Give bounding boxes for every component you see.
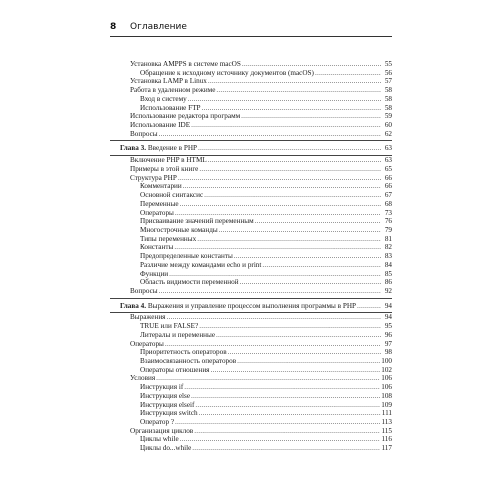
dot-leader: [197, 235, 381, 244]
toc-page-number: 113: [381, 418, 392, 427]
toc-entry[interactable]: [110, 174, 392, 183]
toc-entry[interactable]: [110, 322, 392, 331]
toc-entry[interactable]: [110, 357, 392, 366]
toc-entry-title: [140, 95, 187, 104]
toc-page-number: 85: [384, 269, 392, 278]
toc-entry-text: Операторы: [140, 208, 174, 217]
toc-entry[interactable]: [110, 444, 392, 453]
toc-entry-text: Инструкция elseif: [140, 400, 195, 409]
toc-entry-text: Условия: [130, 374, 156, 383]
toc-page-number: 55: [384, 60, 392, 68]
toc-entry-text: Инструкция if: [140, 383, 184, 392]
toc-page-number: 81: [384, 234, 392, 243]
toc-entry-title: [140, 444, 191, 453]
toc-page-number: 86: [384, 278, 392, 287]
dot-leader: [262, 261, 381, 270]
toc-page-number: 63: [384, 144, 392, 153]
toc-page-number: 76: [384, 217, 392, 226]
toc-entry-text: Присваивание значений переменным: [140, 217, 254, 226]
toc-page-number: 117: [381, 444, 392, 453]
toc-entry-text: Организация циклов: [130, 426, 194, 435]
toc-entry-text: Различие между командами echo и print: [140, 260, 262, 269]
toc-entry-text: Структура PHP: [130, 173, 177, 182]
dot-leader: [208, 77, 381, 86]
toc-entry[interactable]: [110, 86, 392, 95]
toc-page-number: 102: [381, 365, 392, 374]
dot-leader: [195, 401, 380, 410]
dot-leader: [174, 243, 381, 252]
toc-entry[interactable]: [110, 235, 392, 244]
toc-entry-title: [140, 357, 236, 366]
dot-leader: [240, 278, 381, 287]
dot-leader: [169, 270, 381, 279]
toc-entry-title: [140, 348, 227, 357]
dot-leader: [241, 112, 381, 121]
toc-page-number: 82: [384, 243, 392, 252]
toc-entry-title: [140, 209, 174, 218]
toc-page-number: 84: [384, 260, 392, 269]
toc-entry-text: Выражения и управление процессом выполнения программы в PHP: [147, 301, 357, 310]
dot-leader: [315, 69, 381, 78]
toc-page-number: 83: [384, 252, 392, 261]
chapter-label: Глава 4.: [120, 301, 147, 310]
toc-entry-title: [140, 392, 190, 401]
toc-entry-text: TRUE или FALSE?: [140, 322, 199, 331]
dot-leader: [234, 252, 381, 261]
toc-entry-text: Обращение к исходному источнику документов (macOS): [140, 68, 314, 77]
toc-entry-text: Использование IDE: [130, 121, 191, 130]
toc-entry-title: [130, 313, 165, 322]
toc-entry-text: Константы: [140, 243, 174, 252]
toc-entry-title: [140, 217, 254, 226]
toc-chapter-entry[interactable]: [110, 302, 392, 311]
toc-entry[interactable]: [110, 435, 392, 444]
toc-page-number: 79: [384, 225, 392, 234]
toc-entry-title: [140, 182, 182, 191]
toc-page-number: 66: [384, 182, 392, 191]
dot-leader: [357, 302, 381, 311]
toc-page-number: 100: [381, 357, 392, 365]
toc-entry-text: Основной синтаксис: [140, 191, 204, 200]
dot-leader: [204, 191, 381, 200]
toc-page-number: 106: [381, 374, 392, 383]
toc-entry-text: Введение в PHP: [147, 144, 198, 153]
toc-entry[interactable]: [110, 427, 392, 436]
toc-entry-text: Работа в удаленном режиме: [130, 86, 216, 95]
page-number: 8: [110, 22, 117, 32]
dot-leader: [183, 182, 381, 191]
toc-entry[interactable]: [110, 104, 392, 113]
toc-entry-title: [130, 174, 177, 183]
toc-page-number: 66: [384, 173, 392, 182]
dot-leader: [191, 121, 381, 130]
toc-page-number: 58: [384, 94, 392, 103]
toc-page-number: 68: [384, 199, 392, 208]
toc-entry-title: [140, 261, 261, 270]
toc-entry[interactable]: [110, 383, 392, 392]
toc-page-number: 96: [384, 330, 392, 339]
toc-page-number: 95: [384, 322, 392, 331]
chapter-label: Глава 3.: [120, 144, 147, 153]
toc-entry[interactable]: [110, 200, 392, 209]
toc-entry-text: Функции: [140, 269, 169, 278]
toc-entry-text: Типы переменных: [140, 234, 197, 243]
toc-entry-title: [140, 435, 179, 444]
toc-page-number: 106: [381, 383, 392, 392]
toc-entry-title: [140, 401, 194, 410]
dot-leader: [166, 313, 381, 322]
dot-leader: [216, 86, 381, 95]
toc-entry-text: Циклы while: [140, 435, 179, 444]
toc-entry-text: Многострочные команды: [140, 225, 218, 234]
toc-entry-title: [140, 331, 215, 340]
toc-entry-title: [130, 77, 207, 86]
toc-entry-text: Установка LAMP в Linux: [130, 77, 207, 86]
toc-entry-text: Операторы: [130, 339, 164, 348]
chapter-divider: [110, 140, 392, 141]
toc-entry[interactable]: [110, 313, 392, 322]
toc-entry-title: [140, 104, 201, 113]
toc-page-number: 98: [384, 348, 392, 357]
dot-leader: [237, 357, 380, 366]
toc-entry-title: [140, 69, 314, 78]
toc-entry[interactable]: [110, 60, 392, 69]
toc-entry[interactable]: [110, 226, 392, 235]
toc-entry[interactable]: [110, 209, 392, 218]
dot-leader: [216, 331, 381, 340]
toc-entry[interactable]: [110, 366, 392, 375]
toc-page-number: 65: [384, 164, 392, 173]
dot-leader: [156, 374, 380, 383]
toc-entry[interactable]: [110, 243, 392, 252]
toc-page-number: 56: [384, 68, 392, 77]
toc-page-number: 58: [384, 103, 392, 112]
dot-leader: [198, 144, 381, 153]
toc-entry[interactable]: [110, 401, 392, 410]
toc-entry-text: Циклы do...while: [140, 444, 192, 453]
toc-page-number: 67: [384, 191, 392, 200]
toc-entry-text: Выражения: [130, 313, 166, 322]
toc-entry-title: [120, 144, 197, 153]
toc-entry-text: Предопределенные константы: [140, 252, 233, 261]
toc-entry-title: [130, 60, 241, 69]
toc-entry-title: [140, 418, 174, 427]
toc-page-number: 57: [384, 77, 392, 86]
toc-entry-text: Операторы отношения: [140, 365, 210, 374]
dot-leader: [159, 130, 381, 139]
toc-entry-title: [130, 121, 190, 130]
dot-leader: [255, 217, 381, 226]
toc-entry-title: [140, 252, 233, 261]
toc-entry[interactable]: [110, 261, 392, 270]
toc-entry-title: [130, 427, 193, 436]
toc-entry[interactable]: [110, 340, 392, 349]
toc-page-number: 97: [384, 339, 392, 348]
toc-entry[interactable]: [110, 165, 392, 174]
toc-entry-text: Комментарии: [140, 182, 182, 191]
toc-entry-title: [140, 383, 183, 392]
toc-page-number: 63: [384, 156, 392, 165]
toc-entry-title: [140, 226, 218, 235]
toc-entry-title: [130, 165, 198, 174]
dot-leader: [199, 165, 381, 174]
toc-page-number: 60: [384, 121, 392, 130]
dot-leader: [192, 444, 380, 453]
dot-leader: [211, 366, 381, 375]
toc-entry-text: Литералы и переменные: [140, 330, 216, 339]
toc-entry-title: [120, 302, 356, 311]
toc-entry-title: [140, 235, 196, 244]
toc-entry-text: Вопросы: [130, 286, 158, 295]
toc-entry-text: Оператор ?: [140, 418, 175, 427]
dot-leader: [188, 95, 381, 104]
toc-entry-text: Взаимосвязанность операторов: [140, 357, 237, 365]
toc-entry-text: Инструкция switch: [140, 409, 198, 418]
toc-page-number: 58: [384, 86, 392, 95]
toc-entry-text: Область видимости переменной: [140, 278, 239, 287]
toc-page-number: 108: [381, 391, 392, 400]
toc-entry[interactable]: [110, 287, 392, 296]
toc-page-number: 94: [384, 313, 392, 322]
dot-leader: [175, 209, 381, 218]
toc-entry-text: Использование редактора программ: [130, 112, 241, 121]
toc-entry-text: Примеры в этой книге: [130, 164, 199, 173]
toc-entry-title: [140, 191, 203, 200]
toc-page-number: 109: [381, 400, 392, 409]
dot-leader: [199, 409, 381, 418]
toc-entry-title: [140, 243, 173, 252]
toc-entry[interactable]: [110, 156, 392, 165]
toc-entry-title: [130, 130, 158, 139]
dot-leader: [219, 226, 381, 235]
toc-entry[interactable]: [110, 252, 392, 261]
toc-entry-text: Инструкция else: [140, 391, 191, 400]
table-of-contents: [110, 60, 392, 453]
toc-entry-title: [130, 156, 207, 165]
dot-leader: [175, 418, 380, 427]
toc-entry[interactable]: [110, 348, 392, 357]
dot-leader: [159, 287, 381, 296]
toc-page-number: 62: [384, 129, 392, 138]
toc-page-number: 92: [384, 286, 392, 295]
toc-entry[interactable]: [110, 374, 392, 383]
toc-chapter-entry[interactable]: [110, 144, 392, 153]
toc-entry-title: [130, 374, 155, 383]
running-header: [110, 22, 392, 37]
toc-entry-text: Включение PHP в HTML: [130, 156, 207, 165]
toc-entry-text: Вопросы: [130, 129, 158, 138]
toc-entry[interactable]: [110, 121, 392, 130]
toc-page-number: 73: [384, 208, 392, 217]
toc-page-number: 111: [381, 409, 392, 418]
dot-leader: [202, 104, 381, 113]
toc-entry-title: [140, 409, 198, 418]
toc-entry[interactable]: [110, 270, 392, 279]
toc-entry-title: [130, 340, 164, 349]
toc-entry-title: [140, 366, 210, 375]
toc-page-number: 94: [384, 301, 392, 310]
toc-entry[interactable]: [110, 217, 392, 226]
dot-leader: [194, 427, 380, 436]
toc-entry-text: Приоритетность операторов: [140, 348, 227, 357]
toc-entry-text: Использование FTP: [140, 103, 201, 112]
toc-entry-text: Установка AMPPS в системе macOS: [130, 60, 241, 68]
dot-leader: [178, 174, 381, 183]
toc-entry-title: [130, 287, 158, 296]
toc-entry-text: Вход в систему: [140, 94, 187, 103]
toc-entry-text: Переменные: [140, 199, 179, 208]
toc-entry[interactable]: [110, 69, 392, 78]
toc-entry-title: [140, 200, 179, 209]
dot-leader: [228, 348, 381, 357]
running-title: Оглавление: [130, 22, 187, 32]
toc-entry-title: [130, 112, 240, 121]
toc-entry-title: [140, 278, 239, 287]
toc-page-number: 115: [381, 426, 392, 435]
dot-leader: [242, 60, 381, 69]
chapter-divider: [110, 298, 392, 299]
toc-page-number: 116: [381, 435, 392, 444]
dot-leader: [180, 435, 381, 444]
dot-leader: [208, 156, 381, 165]
dot-leader: [191, 392, 380, 401]
toc-entry-title: [140, 270, 168, 279]
toc-entry[interactable]: [110, 392, 392, 401]
toc-entry-title: [140, 322, 198, 331]
toc-entry[interactable]: [110, 191, 392, 200]
dot-leader: [180, 200, 381, 209]
dot-leader: [165, 340, 381, 349]
toc-entry-title: [130, 86, 215, 95]
toc-entry[interactable]: [110, 77, 392, 86]
toc-entry[interactable]: [110, 331, 392, 340]
dot-leader: [184, 383, 380, 392]
toc-entry[interactable]: [110, 95, 392, 104]
dot-leader: [199, 322, 381, 331]
toc-entry[interactable]: [110, 182, 392, 191]
toc-entry[interactable]: [110, 418, 392, 427]
toc-entry[interactable]: [110, 130, 392, 139]
toc-entry[interactable]: [110, 409, 392, 418]
toc-entry[interactable]: [110, 112, 392, 121]
toc-entry[interactable]: [110, 278, 392, 287]
toc-page-number: 59: [384, 112, 392, 121]
